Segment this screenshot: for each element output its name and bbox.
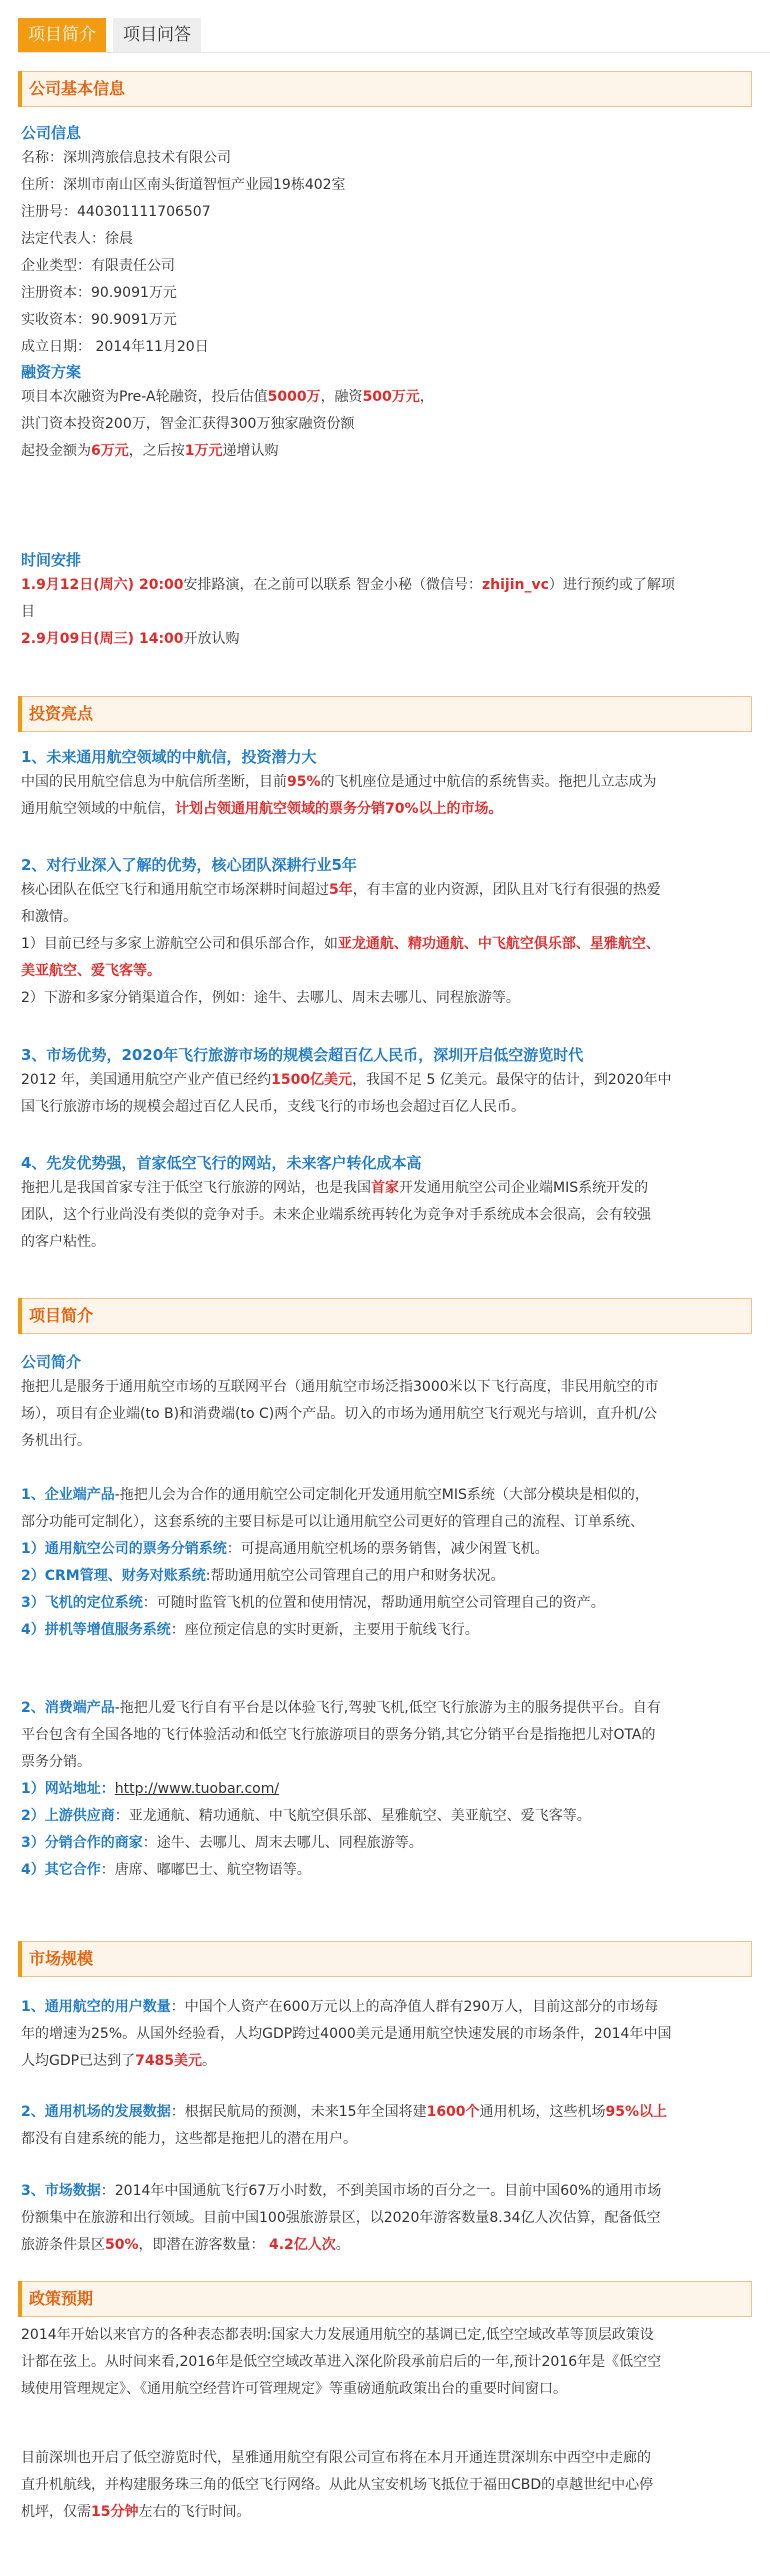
highlight-2 [21, 853, 751, 1012]
highlight-heading: 2、对行业深入了解的优势，核心团队深耕行业5年 [21, 856, 357, 874]
enterprise-line: 部分功能可定制化），这套系统的主要目标是可以让通用航空公司更好的管理自己的流程、订单系统、 [21, 1514, 644, 1530]
consumer-line: 2）上游供应商：亚龙通航、精功通航、中飞航空俱乐部、星雅航空、美亚航空、爱飞客等。 [21, 1808, 591, 1824]
section-accent-bar [18, 696, 22, 732]
financing-line: 项目本次融资为Pre-A轮融资，投后估值5000万，融资500万元， [21, 389, 434, 405]
policy-line: 计都在弦上。从时间来看,2016年是低空空域改革进入深化阶段承前启后的一年,预计2016年是《低空空 [21, 2354, 662, 2370]
market-line: 2、通用机场的发展数据：根据民航局的预测，未来15年全国将建1600个通用机场，这些机场95%以上 [21, 2104, 668, 2120]
highlight-heading: 1、未来通用航空领域的中航信，投资潜力大 [21, 748, 317, 766]
enterprise-line: 1、企业端产品-拖把儿会为合作的通用航空公司定制化开发通用航空MIS系统（大部分模块是相似的， [21, 1487, 649, 1503]
company-line: 注册号：440301111706507 [21, 204, 211, 220]
enterprise-line: 1）通用航空公司的票务分销系统：可提高通用航空机场的票务销售，减少闲置飞机。 [21, 1541, 549, 1557]
intro-block [21, 1350, 751, 1455]
policy-line: 直升机航线，并构建服务珠三角的低空飞行网络。从此从宝安机场飞抵位于福田CBD的卓越世纪中心停 [21, 2477, 654, 2493]
market-line: 3、市场数据：2014年中国通航飞行67万小时数，不到美国市场的百分之一。目前中国60%的通用市场 [21, 2183, 662, 2199]
highlight-line: 1）目前已经与多家上游航空公司和俱乐部合作，如亚龙通航、精功通航、中飞航空俱乐部、星雅航空、 [21, 936, 660, 952]
section-header [18, 1941, 752, 1977]
section-title: 政策预期 [29, 2289, 94, 2308]
highlight-line: 拖把儿是我国首家专注于低空飞行旅游的网站，也是我国首家开发通用航空公司企业端MIS系统开发的 [21, 1180, 649, 1196]
section-company-info [18, 71, 752, 107]
highlight-line: 国飞行旅游市场的规模会超过百亿人民币，支线飞行的市场也会超过百亿人民币。 [21, 1099, 525, 1115]
consumer-line: 4）其它合作：唐席、嘟嘟巴士、航空物语等。 [21, 1862, 311, 1878]
highlight-4 [21, 1151, 751, 1256]
schedule-line: 1.9月12日(周六) 20:00安排路演，在之前可以联系 智金小秘（微信号：zhijin_vc）进行预约或了解项 [21, 577, 675, 593]
section-header [18, 2281, 752, 2317]
highlight-line: 2）下游和多家分销渠道合作，例如：途牛、去哪儿、周末去哪儿、同程旅游等。 [21, 990, 520, 1006]
company-info-title: 公司信息 [21, 124, 82, 142]
consumer-line: 1）网站地址：http://www.tuobar.com/ [21, 1781, 280, 1797]
section-header [18, 696, 752, 732]
financing-line: 洪门资本投资200万，智金汇获得300万独家融资份额 [21, 416, 355, 432]
section-title: 项目简介 [29, 1306, 94, 1325]
tab-bar [18, 18, 208, 52]
section-market-size [18, 1941, 752, 1977]
section-accent-bar [18, 71, 22, 107]
market-3 [21, 2178, 751, 2259]
market-line: 份额集中在旅游和出行领域。目前中国100强旅游景区，以2020年游客数量8.34亿人次估算，配备低空 [21, 2210, 661, 2226]
website-link[interactable]: http://www.tuobar.com/ [114, 1781, 280, 1797]
tab-project-qa[interactable]: 项目问答 [113, 18, 201, 52]
schedule-line: 目 [21, 604, 35, 620]
market-2 [21, 2099, 751, 2153]
company-line: 企业类型：有限责任公司 [21, 258, 175, 274]
intro-line: 务机出行。 [21, 1433, 91, 1449]
schedule-line: 2.9月09日(周三) 14:00开放认购 [21, 631, 240, 647]
consumer-line: 3）分销合作的商家：途牛、去哪儿、周末去哪儿、同程旅游等。 [21, 1835, 423, 1851]
market-line: 人均GDP已达到了7485美元。 [21, 2053, 217, 2069]
company-line: 实收资本：90.9091万元 [21, 312, 177, 328]
schedule-block [21, 548, 751, 653]
highlight-heading: 3、市场优势，2020年飞行旅游市场的规模会超百亿人民币，深圳开启低空游览时代 [21, 1046, 584, 1064]
tab-divider [18, 52, 770, 53]
company-line: 注册资本：90.9091万元 [21, 285, 177, 301]
schedule-title: 时间安排 [21, 551, 82, 569]
enterprise-line: 2）CRM管理、财务对账系统:帮助通用航空公司管理自己的用户和财务状况。 [21, 1568, 505, 1584]
section-investment-highlights [18, 696, 752, 732]
financing-block [21, 360, 751, 465]
consumer-line: 平台包含有全国各地的飞行体验活动和低空飞行旅游项目的票务分销,其它分销平台是指拖把儿对OTA的 [21, 1727, 656, 1743]
tab-project-intro[interactable]: 项目简介 [18, 18, 106, 52]
section-header [18, 1298, 752, 1334]
section-title: 公司基本信息 [29, 79, 126, 98]
company-line: 名称：深圳湾旅信息技术有限公司 [21, 150, 231, 166]
highlight-line: 美亚航空、爱飞客等。 [21, 963, 161, 979]
policy-line: 域使用管理规定》、《通用航空经营许可管理规定》等重磅通航政策出台的重要时间窗口。 [21, 2381, 567, 2397]
company-info-block [21, 121, 751, 361]
highlight-1 [21, 745, 751, 823]
highlight-line: 中国的民用航空信息为中航信所垄断，目前95%的飞机座位是通过中航信的系统售卖。拖把儿立志成为 [21, 774, 657, 790]
section-title: 市场规模 [29, 1949, 94, 1968]
section-accent-bar [18, 1298, 22, 1334]
highlight-line: 核心团队在低空飞行和通用航空市场深耕时间超过5年，有丰富的业内资源，团队且对飞行有很强的热爱 [21, 882, 661, 898]
section-project-intro [18, 1298, 752, 1334]
highlight-line: 通用航空领域的中航信，计划占领通用航空领域的票务分销70%以上的市场。 [21, 801, 503, 817]
enterprise-product [21, 1482, 751, 1644]
market-line: 都没有自建系统的能力，这些都是拖把儿的潜在用户。 [21, 2131, 357, 2147]
section-accent-bar [18, 1941, 22, 1977]
consumer-line: 2、消费端产品-拖把儿爱飞行自有平台是以体验飞行,驾驶飞机,低空飞行旅游为主的服务提供平台。自有 [21, 1700, 661, 1716]
company-line: 法定代表人：徐晨 [21, 231, 133, 247]
market-line: 旅游条件景区50%，即潜在游客数量： 4.2亿人次。 [21, 2237, 350, 2253]
market-1 [21, 1994, 751, 2075]
highlight-line: 团队，这个行业尚没有类似的竞争对手。未来企业端系统再转化为竞争对手系统成本会很高，会有较强 [21, 1207, 651, 1223]
section-title: 投资亮点 [29, 704, 94, 723]
highlight-heading: 4、先发优势强，首家低空飞行的网站，未来客户转化成本高 [21, 1154, 422, 1172]
market-line: 1、通用航空的用户数量：中国个人资产在600万元以上的高净值人群有290万人，目前这部分的市场每 [21, 1999, 659, 2015]
section-accent-bar [18, 2281, 22, 2317]
policy-line: 机坪，仅需15分钟左右的飞行时间。 [21, 2504, 251, 2520]
policy-block-2 [21, 2445, 751, 2526]
enterprise-line: 4）拼机等增值服务系统：座位预定信息的实时更新，主要用于航线飞行。 [21, 1622, 479, 1638]
financing-line: 起投金额为6万元，之后按1万元递增认购 [21, 443, 279, 459]
company-line: 成立日期： 2014年11月20日 [21, 339, 209, 355]
consumer-line: 票务分销。 [21, 1754, 91, 1770]
intro-line: 拖把儿是服务于通用航空市场的互联网平台（通用航空市场泛指3000米以下飞行高度，非民用航空的市 [21, 1379, 659, 1395]
enterprise-line: 3）飞机的定位系统：可随时监管飞机的位置和使用情况，帮助通用航空公司管理自己的资产。 [21, 1595, 605, 1611]
policy-block-1 [21, 2322, 751, 2403]
consumer-product [21, 1695, 751, 1884]
market-line: 年的增速为25%。从国外经验看，人均GDP跨过4000美元是通用航空快速发展的市场条件，2014年中国 [21, 2026, 672, 2042]
policy-line: 目前深圳也开启了低空游览时代，星雅通用航空有限公司宣布将在本月开通连贯深圳东中西空中走廊的 [21, 2450, 651, 2466]
section-header [18, 71, 752, 107]
financing-title: 融资方案 [21, 363, 82, 381]
highlight-3 [21, 1043, 751, 1121]
section-policy [18, 2281, 752, 2317]
highlight-line: 2012 年，美国通用航空产业产值已经约1500亿美元，我国不足 5 亿美元。最保守的估计，到2020年中 [21, 1072, 672, 1088]
intro-title: 公司简介 [21, 1353, 82, 1371]
intro-line: 场），项目有企业端(to B)和消费端(to C)两个产品。切入的市场为通用航空飞行观光与培训，直升机/公 [21, 1406, 657, 1422]
highlight-line: 的客户粘性。 [21, 1234, 105, 1250]
highlight-line: 和激情。 [21, 909, 77, 925]
policy-line: 2014年开始以来官方的各种表态都表明:国家大力发展通用航空的基调已定,低空空域改革等顶层政策设 [21, 2327, 654, 2343]
company-line: 住所：深圳市南山区南头街道智恒产业园19栋402室 [21, 177, 346, 193]
